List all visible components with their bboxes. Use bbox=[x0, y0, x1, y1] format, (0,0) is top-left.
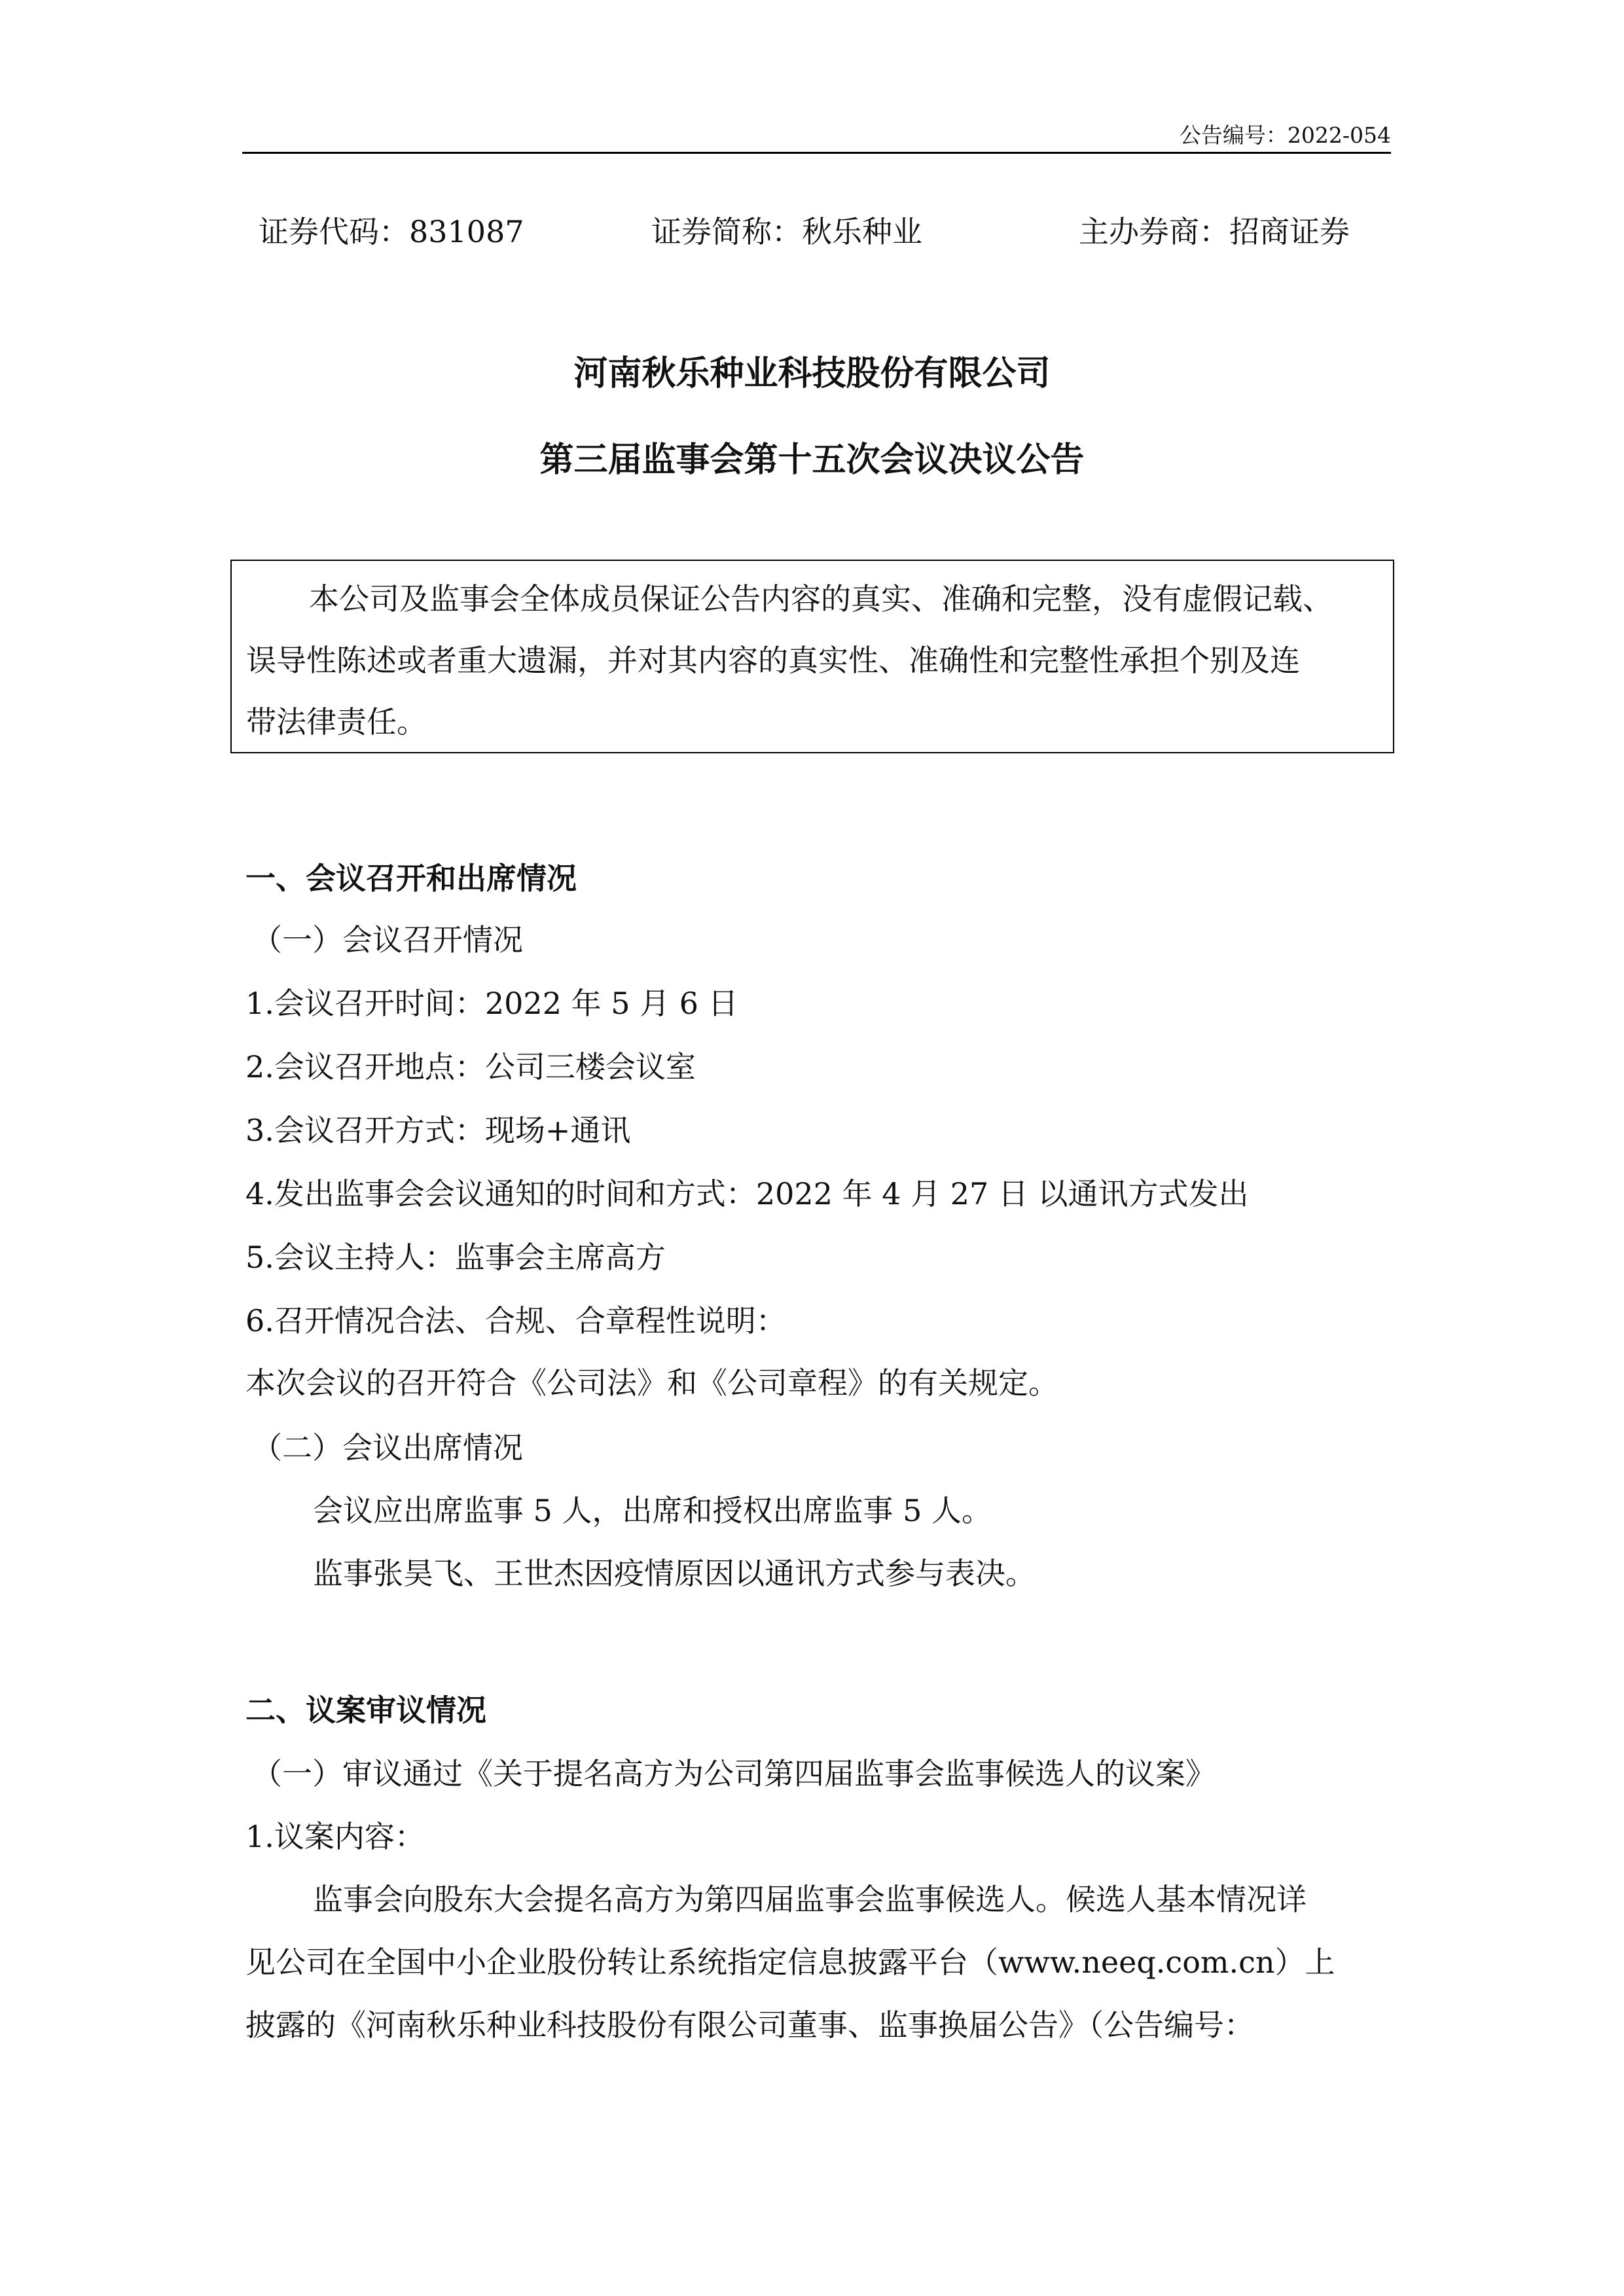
disclaimer-line: 带法律责任。 bbox=[246, 704, 427, 740]
proposal-heading: （一）审议通过《关于提名高方为公司第四届监事会监事候选人的议案》 bbox=[252, 1756, 1216, 1791]
notice-time-method: 4.发出监事会会议通知的时间和方式：2022 年 4 月 27 日 以通讯方式发出 bbox=[245, 1176, 1249, 1211]
security-code: 证券代码：831087 bbox=[259, 214, 524, 249]
subsection-heading: （一）会议召开情况 bbox=[252, 922, 523, 958]
legality-statement-label: 6.召开情况合法、合规、合章程性说明： bbox=[245, 1303, 786, 1338]
sponsor-broker: 主办券商：招商证券 bbox=[1079, 214, 1350, 249]
disclaimer-box bbox=[230, 560, 1394, 753]
document-title: 第三届监事会第十五次会议决议公告 bbox=[539, 440, 1085, 480]
attendance-text: 会议应出席监事 5 人，出席和授权出席监事 5 人。 bbox=[313, 1493, 992, 1528]
meeting-method: 3.会议召开方式：现场+通讯 bbox=[245, 1113, 631, 1148]
section-heading: 二、议案审议情况 bbox=[245, 1693, 486, 1728]
proposal-content-line: 见公司在全国中小企业股份转让系统指定信息披露平台（www.neeq.com.cn）上 bbox=[245, 1945, 1335, 1980]
meeting-location: 2.会议召开地点：公司三楼会议室 bbox=[245, 1049, 696, 1085]
section-heading: 一、会议召开和出席情况 bbox=[245, 861, 577, 896]
page-header bbox=[242, 115, 1391, 154]
proposal-content-line: 披露的《河南秋乐种业科技股份有限公司董事、监事换届公告》（公告编号： bbox=[245, 2007, 1254, 2043]
proposal-content-line: 监事会向股东大会提名高方为第四届监事会监事候选人。候选人基本情况详 bbox=[313, 1882, 1307, 1917]
security-short-name: 证券简称：秋乐种业 bbox=[651, 214, 922, 249]
disclaimer-line: 误导性陈述或者重大遗漏，并对其内容的真实性、准确性和完整性承担个别及连 bbox=[246, 643, 1300, 678]
notice-number: 公告编号：2022-054 bbox=[1179, 122, 1391, 148]
proposal-content-label: 1.议案内容： bbox=[245, 1819, 425, 1854]
meeting-time: 1.会议召开时间：2022 年 5 月 6 日 bbox=[245, 986, 738, 1021]
meeting-host: 5.会议主持人：监事会主席高方 bbox=[245, 1240, 666, 1275]
remote-attendance-text: 监事张昊飞、王世杰因疫情原因以通讯方式参与表决。 bbox=[313, 1556, 1036, 1591]
subsection-heading: （二）会议出席情况 bbox=[252, 1430, 523, 1465]
disclaimer-line: 本公司及监事会全体成员保证公告内容的真实、准确和完整，没有虚假记载、 bbox=[309, 581, 1333, 617]
company-title: 河南秋乐种业科技股份有限公司 bbox=[573, 354, 1051, 393]
legality-statement: 本次会议的召开符合《公司法》和《公司章程》的有关规定。 bbox=[245, 1365, 1058, 1401]
